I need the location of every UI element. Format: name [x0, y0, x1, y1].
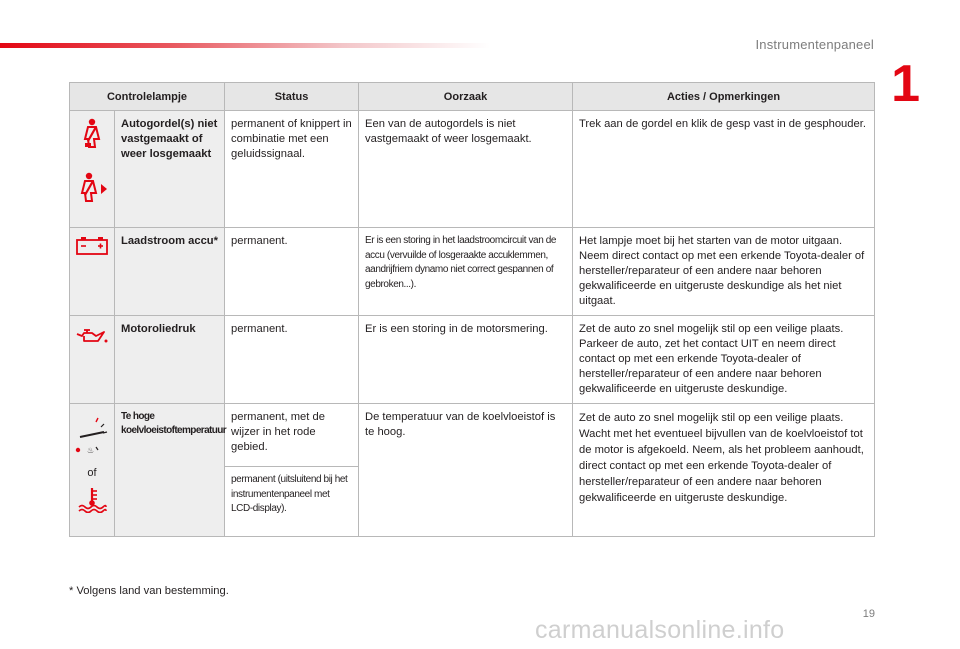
or-label: of — [87, 467, 97, 479]
status-text-alt: permanent (uitsluitend bij het instrumentenpaneel met LCD-display). — [225, 467, 359, 537]
top-accent-bar — [0, 43, 490, 48]
temperature-gauge-icon — [74, 414, 110, 458]
section-title: Instrumentenpaneel — [755, 37, 874, 52]
action-text: Het lampje moet bij het starten van de motor uitgaan. Neem direct contact op met een erkende Toyota-dealer of hersteller/reparateur of een andere naar behoren gekwalificeerde en uitgeruste deskundige als het niet uitgaat. — [573, 228, 875, 316]
icon-cell — [70, 316, 115, 404]
table-row — [70, 111, 875, 228]
column-header-acties: Acties / Opmerkingen — [573, 83, 875, 111]
page-number: 19 — [862, 608, 875, 620]
status-text: permanent, met de wijzer in het rode gebied. — [225, 404, 359, 467]
cause-text: Er is een storing in de motorsmering. — [359, 316, 573, 404]
cause-text: Een van de autogordels is niet vastgemaakt of weer losgemaakt. — [359, 111, 573, 228]
warning-name: Autogordel(s) niet vastgemaakt of weer losgemaakt — [115, 111, 225, 228]
status-text: permanent. — [225, 228, 359, 316]
icon-cell — [70, 404, 115, 537]
status-text: permanent. — [225, 316, 359, 404]
column-header-controlelampje: Controlelampje — [70, 83, 225, 111]
table-row — [70, 228, 875, 316]
table-row — [70, 316, 875, 404]
table-header-row — [70, 83, 875, 111]
column-header-status: Status — [225, 83, 359, 111]
status-text: permanent of knippert in combinatie met een geluidssignaal. — [225, 111, 359, 228]
battery-charge-icon — [75, 236, 109, 256]
svg-text:♨: ♨ — [87, 446, 95, 455]
cause-text: De temperatuur van de koelvloeistof is te hoog. — [359, 404, 573, 537]
action-text: Trek aan de gordel en klik de gesp vast in de gesphouder. — [573, 111, 875, 228]
action-text: Zet de auto zo snel mogelijk stil op een veilige plaats. Parkeer de auto, zet het contact UIT en neem direct contact op met een erkende Toyota-dealer of hersteller/reparateur of een andere naar behoren gekwalificeerde en uitgeruste deskundige. — [573, 316, 875, 404]
coolant-temperature-icon — [77, 487, 107, 513]
cause-text: Er is een storing in het laadstroomcircuit van de accu (vervuilde of losgeraakte accuklemmen, aandrijfriem dynamo niet correct gespannen of gebroken...). — [359, 228, 573, 316]
table-row — [70, 404, 875, 467]
seatbelt-warning-icon — [77, 117, 107, 151]
watermark: carmanualsonline.info — [535, 616, 785, 644]
chapter-number: 1 — [891, 55, 920, 113]
column-header-oorzaak: Oorzaak — [359, 83, 573, 111]
oil-pressure-icon — [74, 326, 110, 346]
icon-cell — [70, 228, 115, 316]
warning-lights-table — [69, 82, 875, 537]
icon-cell — [70, 111, 115, 228]
action-text: Zet de auto zo snel mogelijk stil op een veilige plaats. Wacht met het eventueel bijvullen van de koelvloeistof tot de motor is afgekoeld. Neem, als het probleem aanhoudt, direct contact op met een erkende Toyota-dealer of hersteller/reparateur of een andere naar behoren gekwalificeerde en uitgeruste deskundige. — [573, 404, 875, 537]
warning-name: Laadstroom accu* — [115, 228, 225, 316]
warning-name: Motoroliedruk — [115, 316, 225, 404]
seatbelt-warning-icon — [75, 171, 109, 205]
warning-name: Te hoge koelvloeistoftemperatuur — [115, 404, 225, 537]
footnote: * Volgens land van bestemming. — [69, 585, 229, 597]
